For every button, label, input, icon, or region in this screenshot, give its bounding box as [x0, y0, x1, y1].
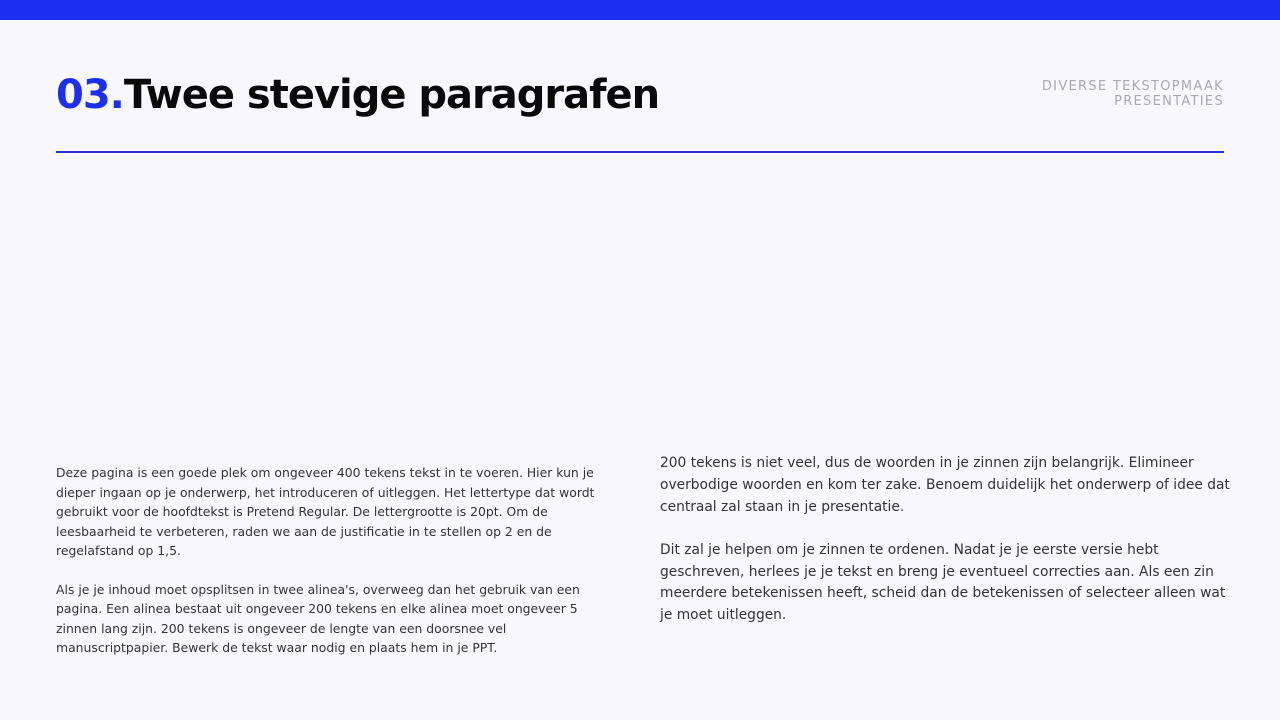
- left-paragraph-2: Als je je inhoud moet opsplitsen in twee alinea's, overweeg dan het gebruik van een pagina. Een alinea bestaat uit ongeveer 200 tekens en elke alinea moet ongeveer 5 zinnen lang zijn. 200 tekens is ongeveer de lengte van een doorsnee vel manuscriptpapier. Bewerk de tekst waar nodig en plaats hem in je PPT.: [56, 581, 580, 655]
- title-divider: [56, 151, 1224, 153]
- right-paragraph-1: 200 tekens is niet veel, dus de woorden in je zinnen zijn belangrijk. Elimineer overbodige woorden en kom ter zake. Benoem duidelijk het onderwerp of idee dat centraal zal staan in je presentatie.: [660, 455, 1230, 515]
- top-accent-bar: [0, 0, 1280, 20]
- header-meta: [1042, 79, 1224, 109]
- meta-line-2: PRESENTATIES: [1114, 94, 1224, 109]
- right-text-column: [660, 453, 1230, 649]
- section-number: 03.: [56, 72, 124, 118]
- page-title: [56, 70, 659, 120]
- right-paragraph-2: Dit zal je helpen om je zinnen te ordenen. Nadat je je eerste versie hebt geschreven, herlees je je tekst en breng je eventueel correcties aan. Als een zin meerdere betekenissen heeft, scheid dan de betekenissen of selecteer alleen wat je moet uitleggen.: [660, 541, 1226, 624]
- meta-line-1: DIVERSE TEKSTOPMAAK: [1041, 79, 1224, 94]
- left-text-column: [56, 463, 620, 677]
- left-paragraph-1: Deze pagina is een goede plek om ongeveer 400 tekens tekst in te voeren. Hier kun je dieper ingaan op je onderwerp, het introduceren of uitleggen. Het lettertype dat wordt gebruikt voor de hoofdtekst is Pretend Regular. De lettergrootte is 20pt. Om de leesbaarheid te verbeteren, raden we aan de justificatie in te stellen op 2 en de regelafstand op 1,5.: [56, 465, 595, 558]
- title-text: Twee stevige paragrafen: [123, 72, 660, 118]
